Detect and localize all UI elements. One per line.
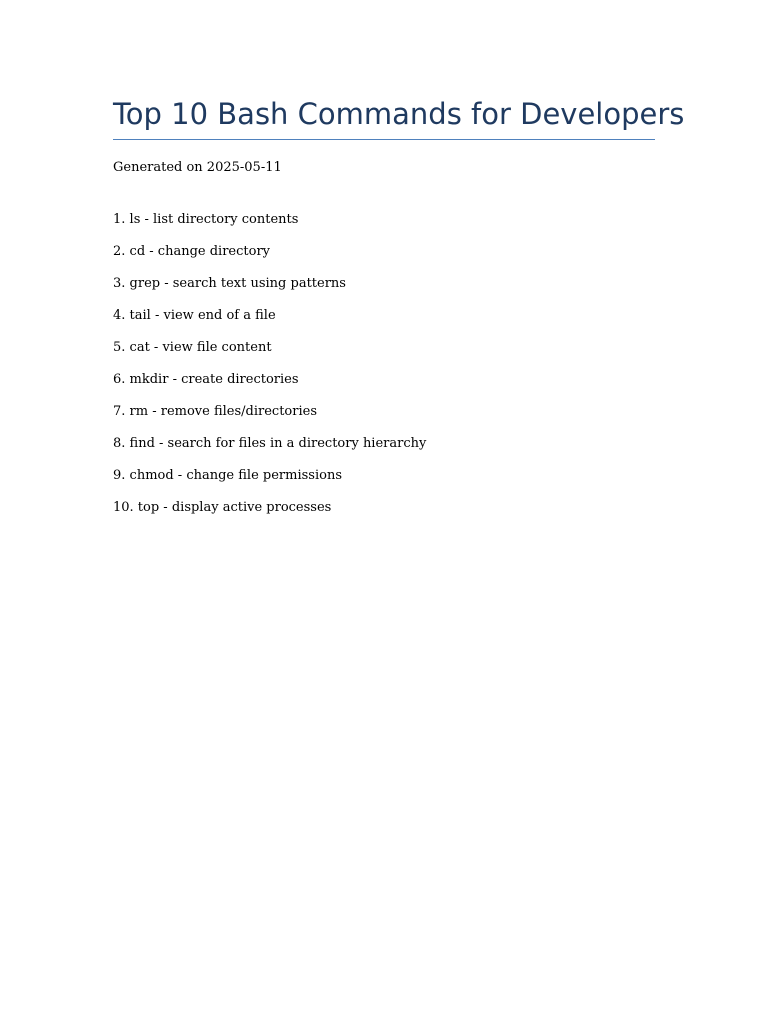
list-item: 4. tail - view end of a file: [113, 308, 276, 323]
list-item: 5. cat - view file content: [113, 340, 272, 355]
document-body: [113, 94, 685, 532]
list-item: 7. rm - remove files/directories: [113, 404, 317, 419]
list-item: 6. mkdir - create directories: [113, 372, 299, 387]
list-item: 8. find - search for files in a directory hierarchy: [113, 436, 427, 451]
list-item: 9. chmod - change file permissions: [113, 468, 342, 483]
command-list: [113, 212, 655, 516]
list-item: 1. ls - list directory contents: [113, 212, 299, 227]
list-item: 2. cd - change directory: [113, 244, 270, 259]
title-divider: [113, 139, 655, 140]
generated-date: Generated on 2025-05-11: [113, 160, 282, 175]
document-title: Top 10 Bash Commands for Developers: [113, 97, 685, 131]
list-item: 10. top - display active processes: [113, 500, 332, 515]
list-item: 3. grep - search text using patterns: [113, 276, 346, 291]
